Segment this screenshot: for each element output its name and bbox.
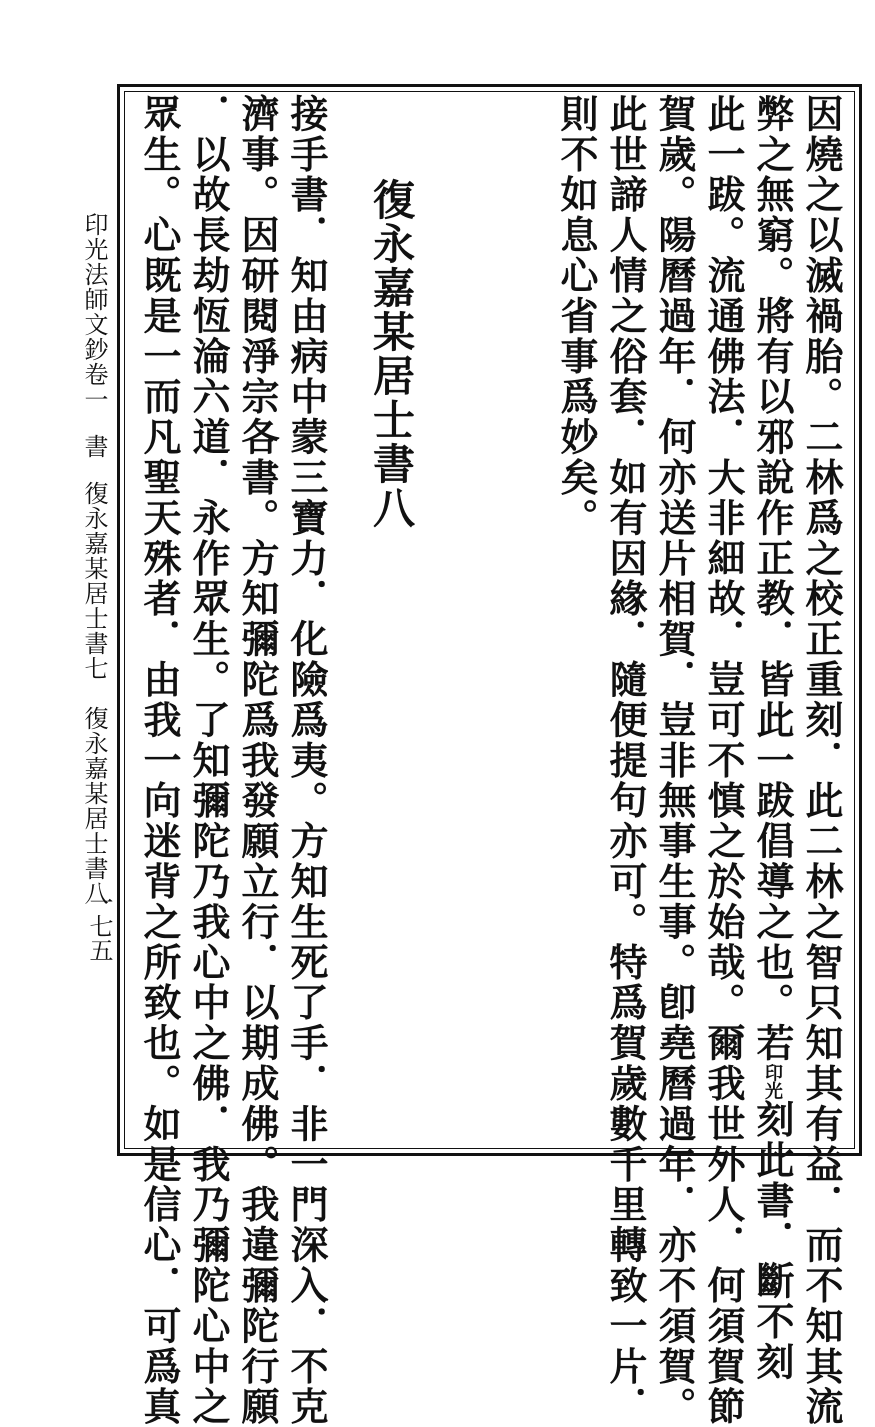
running-title-book: 印光法師文鈔卷一 xyxy=(80,212,108,412)
letter-column-1: 接手書．知由病中蒙三寶力．化險爲夷。方知生死了手．非一門深入．不克 xyxy=(284,94,329,1427)
body-column-6: 則不如息心省事爲妙矣。 xyxy=(554,94,599,539)
body-column-2 xyxy=(750,94,795,1383)
body-column-2-tail: 刻此書．斷不刻 xyxy=(750,1099,795,1383)
letter-column-4: 眾生。心既是一而凡聖天殊者．由我一向迷背之所致也。如是信心．可爲真 xyxy=(137,94,182,1427)
body-column-4: 賀歲。陽曆過年．何亦送片相賀．豈非無事生事。卽堯曆過年．亦不須賀。 xyxy=(652,94,697,1427)
body-column-5: 此世諦人情之俗套．如有因緣．隨便提句亦可。特爲賀歲數千里轉致一片． xyxy=(603,94,648,1427)
small-note: 印光 xyxy=(762,1063,783,1100)
letter-title: 復永嘉某居士書八 xyxy=(367,178,416,530)
running-title xyxy=(82,212,106,906)
running-title-section: 書 xyxy=(80,434,108,459)
letter-column-2: 濟事。因研閱淨宗各書。方知彌陀爲我發願立行．以期成佛。我違彌陀行願 xyxy=(235,94,280,1427)
page-number: 一七五 xyxy=(85,890,113,962)
body-column-3: 此一跋。流通佛法．大非細故．豈可不慎之於始哉。爾我世外人．何須賀節 xyxy=(701,94,746,1427)
running-title-letters: 復永嘉某居士書七 復永嘉某居士書八 xyxy=(80,481,108,906)
letter-column-3: ．以故長劫恆淪六道．永作眾生。了知彌陀乃我心中之佛．我乃彌陀心中之 xyxy=(186,94,231,1427)
body-column-2-text: 弊之無窮。將有以邪說作正教．皆此一跋倡導之也。若 xyxy=(750,94,795,1064)
body-column-1: 因燒之以滅禍胎。二林爲之校正重刻．此二林之智只知其有益．而不知其流 xyxy=(799,94,844,1427)
